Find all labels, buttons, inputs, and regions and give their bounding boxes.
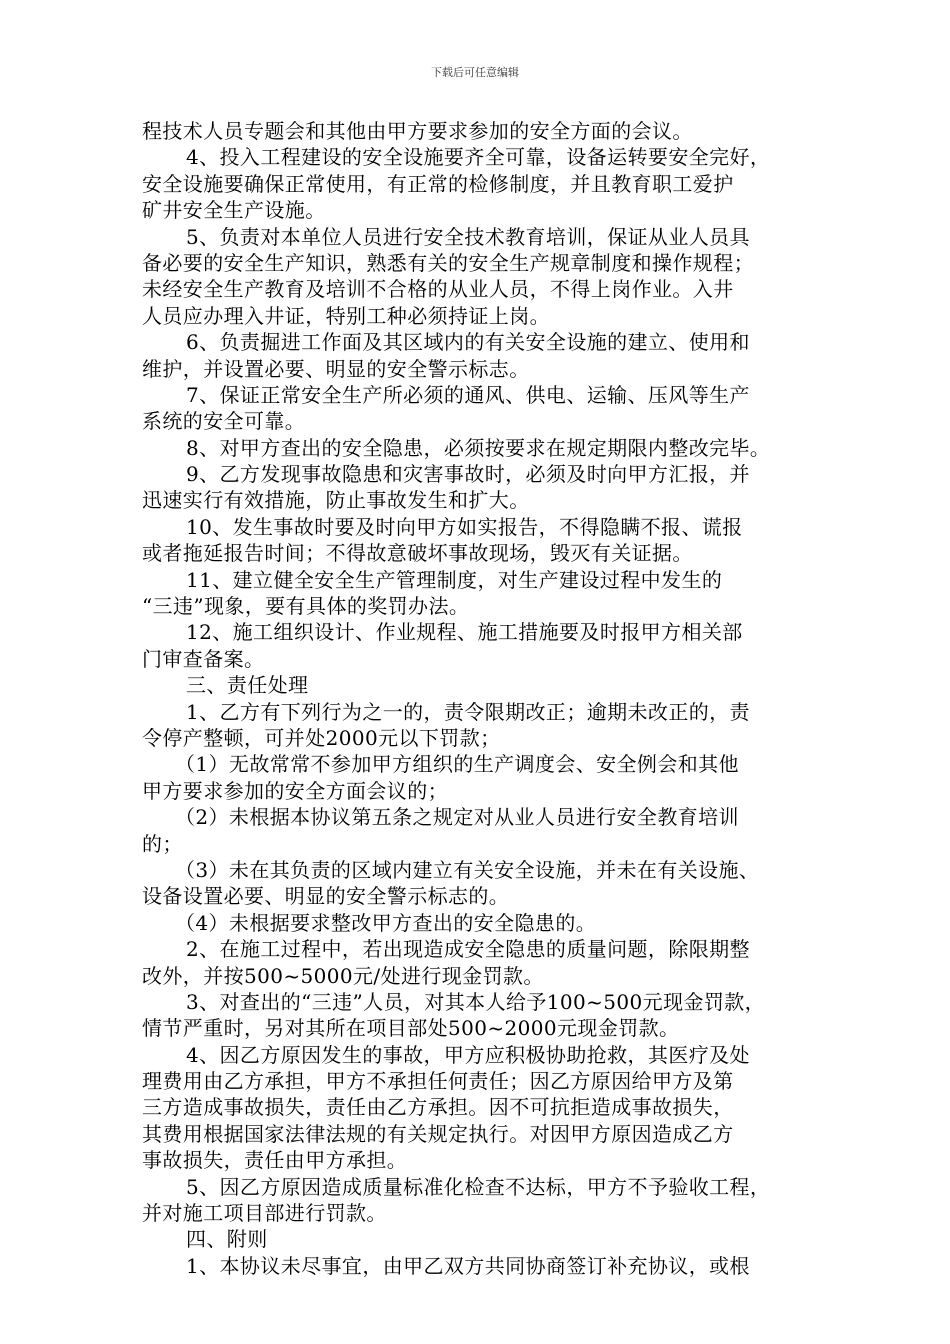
text-line: 1、乙方有下列行为之一的，责令限期改正；逾期未改正的，责 <box>186 699 750 724</box>
text-line: 三、责任处理 <box>186 673 309 698</box>
text-line: 系统的安全可靠。 <box>142 409 306 434</box>
text-line: 并对施工项目部进行罚款。 <box>142 1201 387 1226</box>
text-line: 程技术人员专题会和其他由甲方要求参加的安全方面的会议。 <box>142 119 693 143</box>
text-line: 的； <box>142 831 183 856</box>
text-line: （3）未在其负责的区域内建立有关安全设施，并未在有关设施、 <box>175 857 760 882</box>
text-line: 6、负责掘进工作面及其区域内的有关安全设施的建立、使用和 <box>186 330 750 355</box>
text-line: 设备设置必要、明显的安全警示标志的。 <box>142 884 510 909</box>
text-line: 未经安全生产教育及培训不合格的从业人员，不得上岗作业。入井 <box>142 277 734 302</box>
text-line: 或者拖延报告时间；不得故意破坏事故现场，毁灭有关证据。 <box>142 541 693 566</box>
text-line: 维护，并设置必要、明显的安全警示标志。 <box>142 356 530 381</box>
text-line: 令停产整顿，可并处2000元以下罚款； <box>142 725 501 750</box>
text-line: “三违”现象，要有具体的奖罚办法。 <box>142 594 470 619</box>
text-line: 4、因乙方原因发生的事故，甲方应积极协助抢救，其医疗及处 <box>186 1042 750 1067</box>
text-line: 5、负责对本单位人员进行安全技术教育培训，保证从业人员具 <box>186 224 750 249</box>
page-header: 下载后可任意编辑 <box>431 66 519 79</box>
text-line: 事故损失，责任由甲方承担。 <box>142 1148 408 1173</box>
text-line: 其费用根据国家法律法规的有关规定执行。对因甲方原因造成乙方 <box>142 1121 734 1146</box>
text-line: 7、保证正常安全生产所必须的通风、供电、运输、压风等生产 <box>186 382 750 407</box>
text-line: （4）未根据要求整改甲方查出的安全隐患的。 <box>175 910 597 935</box>
text-line: 迅速实行有效措施，防止事故发生和扩大。 <box>142 488 530 513</box>
text-line: 人员应办理入井证，特别工种必须持证上岗。 <box>142 303 550 328</box>
text-line: 四、附则 <box>186 1227 268 1252</box>
text-line: 12、施工组织设计、作业规程、施工措施要及时报甲方相关部 <box>186 620 743 645</box>
text-line: 理费用由乙方承担，甲方不承担任何责任；因乙方原因给甲方及第 <box>142 1069 734 1094</box>
text-line: 甲方要求参加的安全方面会议的； <box>142 778 448 803</box>
text-line: 门审查备案。 <box>142 646 265 671</box>
text-line: 11、建立健全安全生产管理制度，对生产建设过程中发生的 <box>186 567 723 592</box>
document-body <box>142 118 814 1279</box>
text-line: 5、因乙方原因造成质量标准化检查不达标，甲方不予验收工程， <box>186 1174 771 1199</box>
text-line: 10、发生事故时要及时向甲方如实报告，不得隐瞒不报、谎报 <box>186 514 743 539</box>
text-line: 情节严重时，另对其所在项目部处500~2000元现金罚款。 <box>142 1016 680 1041</box>
text-line: 8、对甲方查出的安全隐患，必须按要求在规定期限内整改完毕。 <box>186 435 771 460</box>
text-line: 3、对查出的“三违”人员，对其本人给予100~500元现金罚款， <box>186 989 766 1014</box>
text-line: （2）未根据本协议第五条之规定对从业人员进行安全教育培训 <box>175 805 739 830</box>
text-line: 改外，并按500~5000元/处进行现金罚款。 <box>142 963 544 988</box>
text-line: 2、在施工过程中，若出现造成安全隐患的质量问题，除限期整 <box>186 937 750 962</box>
text-line: 安全设施要确保正常使用，有正常的检修制度，并且教育职工爱护 <box>142 171 734 196</box>
text-line: 三方造成事故损失，责任由乙方承担。因不可抗拒造成事故损失， <box>142 1095 734 1120</box>
text-line: 1、本协议未尽事宜，由甲乙双方共同协商签订补充协议，或根 <box>186 1253 750 1278</box>
text-line: 备必要的安全生产知识，熟悉有关的安全生产规章制度和操作规程； <box>142 250 754 275</box>
text-line: 矿井安全生产设施。 <box>142 198 326 223</box>
text-line: 9、乙方发现事故隐患和灾害事故时，必须及时向甲方汇报，并 <box>186 462 750 487</box>
text-line: 4、投入工程建设的安全设施要齐全可靠，设备运转要安全完好， <box>186 145 771 170</box>
text-line: （1）无故常常不参加甲方组织的生产调度会、安全例会和其他 <box>175 752 739 777</box>
